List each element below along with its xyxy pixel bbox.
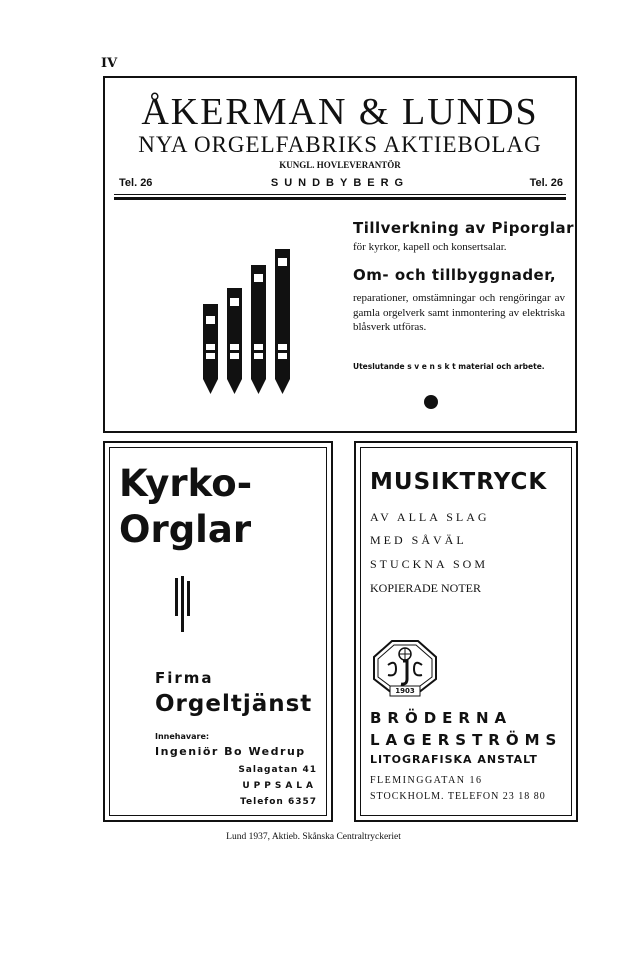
company-line-3: LITOGRAFISKA ANSTALT: [370, 753, 538, 766]
owner-label: Innehavare:: [155, 732, 210, 741]
swedish-material-note: Uteslutande s v e n s k t material och arbete.: [353, 362, 545, 371]
telephone-left: Tel. 26: [119, 177, 153, 189]
owner-name: Ingeniör Bo Wedrup: [155, 745, 306, 758]
ornament-dot: [424, 395, 438, 409]
line-4: KOPIERADE NOTER: [370, 581, 481, 595]
location: SUNDBYBERG: [270, 177, 410, 189]
address-line-2: STOCKHOLM. TELEFON 23 18 80: [370, 791, 546, 802]
street-address: Salagatan 41: [238, 765, 317, 775]
company-line-2: LAGERSTRÖMS: [370, 731, 563, 749]
title: [119, 461, 252, 553]
company-name: ÅKERMAN & LUNDS: [141, 91, 539, 133]
title-line-2: Orglar: [119, 508, 252, 551]
music-printing-ad: [354, 441, 578, 822]
firm-name: Orgeltjänst: [155, 691, 313, 717]
printer-imprint: Lund 1937, Aktieb. Skånska Centraltryckeriet: [226, 832, 401, 842]
company-line-1: BRÖDERNA: [370, 709, 513, 727]
line-2: MED SÅVÄL: [370, 533, 467, 547]
firm-label: Firma: [155, 669, 214, 687]
line-1: AV ALLA SLAG: [370, 510, 490, 524]
line-3: STUCKNA SOM: [370, 557, 489, 571]
text-renovations: reparationer, omstämningar och rengöringar av gamla orgelverk samt inmontering av elektriska blåsverk utföras.: [353, 292, 565, 333]
heading-renovations: Om- och tillbyggnader,: [353, 266, 557, 284]
title: MUSIKTRYCK: [370, 469, 548, 495]
organ-pipe-icon: [174, 576, 192, 634]
page-number: IV: [101, 56, 118, 71]
divider-thick: [114, 197, 566, 200]
church-organ-ad: [103, 441, 333, 822]
phone: Telefon 6357: [240, 797, 317, 807]
organ-pipes-illustration: [200, 246, 295, 396]
company-subtitle: NYA ORGELFABRIKS AKTIEBOLAG: [138, 132, 542, 157]
divider: [114, 194, 566, 195]
city: UPPSALA: [242, 781, 317, 791]
organ-factory-ad: [103, 76, 577, 433]
title-line-1: Kyrko-: [119, 462, 253, 505]
telephone-right: Tel. 26: [529, 177, 563, 189]
text-pipe-organs: för kyrkor, kapell och konsertsalar.: [353, 241, 507, 253]
address-line-1: FLEMINGGATAN 16: [370, 775, 483, 786]
logo-year: 1903: [395, 687, 415, 695]
heading-pipe-organs: Tillverkning av Piporglar: [353, 219, 575, 237]
royal-supplier-label: KUNGL. HOVLEVERANTÖR: [279, 160, 401, 170]
